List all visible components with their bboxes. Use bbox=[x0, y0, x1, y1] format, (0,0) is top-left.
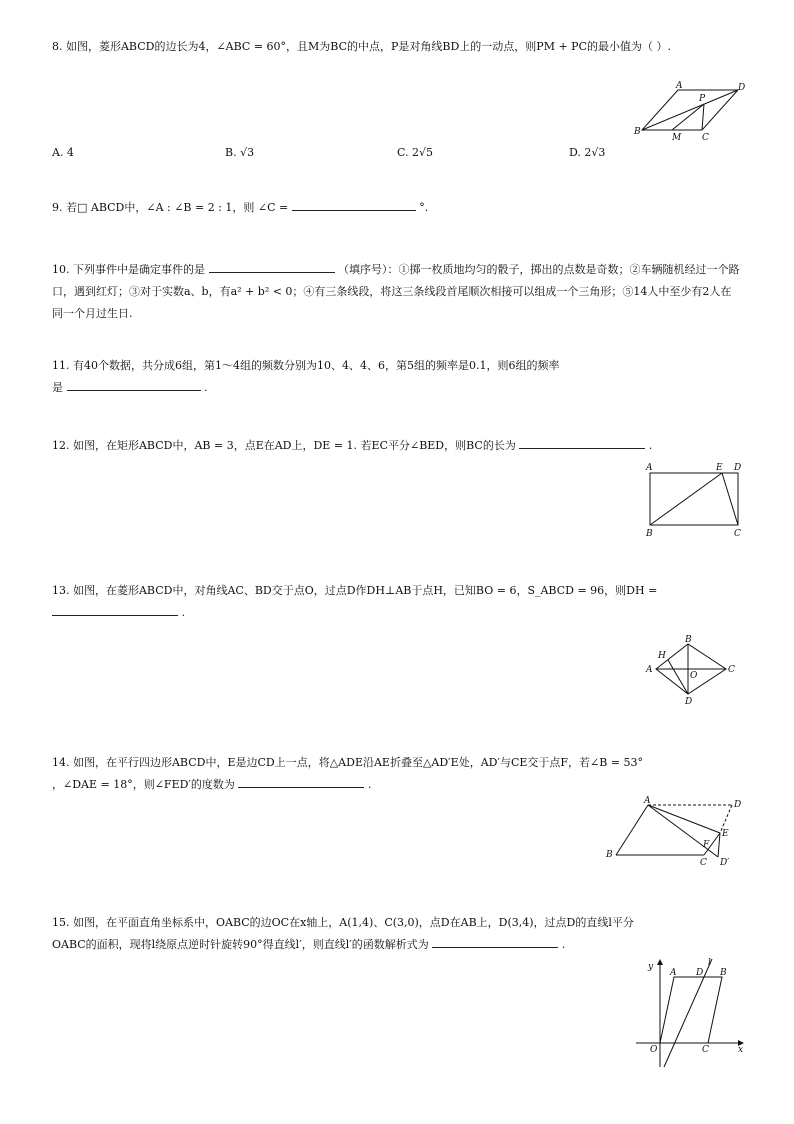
label-F: F bbox=[703, 840, 710, 850]
question-11 bbox=[52, 355, 742, 399]
question-13-tail: . bbox=[181, 606, 185, 619]
answer-blank-14[interactable] bbox=[238, 775, 364, 788]
answer-blank-10[interactable] bbox=[209, 260, 335, 273]
label-C: C bbox=[702, 133, 709, 142]
label-B: B bbox=[720, 968, 727, 978]
question-9-tail: °. bbox=[419, 201, 429, 214]
label-A: A bbox=[676, 81, 683, 91]
label-B: B bbox=[685, 635, 692, 645]
label-M: M bbox=[672, 133, 682, 142]
question-9-text: 9. 若□ ABCD中，∠A : ∠B = 2 : 1，则 ∠C = bbox=[52, 201, 289, 214]
answer-blank-11[interactable] bbox=[67, 378, 201, 391]
label-C: C bbox=[734, 529, 741, 538]
question-15-line2: OABC的面积，现将l绕原点逆时针旋转90°得直线l′，则直线l′的函数解析式为 bbox=[52, 938, 429, 951]
label-P: P bbox=[699, 94, 706, 104]
label-B: B bbox=[634, 127, 641, 137]
label-E: E bbox=[716, 463, 723, 473]
parallelogram-figure-q14 bbox=[600, 795, 768, 875]
question-10-tail: （填序号）：①掷一枚质地均匀的骰子，掷出的点数是奇数；②车辆随机经过一个路口，遇到红灯；③对于实数a、b，有a² + b² < 0；④有三条线段，将这三条线段首尾顺次相接可以组成一个三角形；⑤14人中至少有2人在同一个月过生日. bbox=[52, 263, 740, 320]
label-O: O bbox=[650, 1045, 658, 1055]
question-13-text: 13. 如图，在菱形ABCD中，对角线AC、BD交于点O，过点D作DH⊥AB于点H，已知BO = 6，S_ABCD = 96，则DH = bbox=[52, 584, 658, 597]
label-D: D bbox=[696, 968, 704, 978]
label-D: D bbox=[734, 463, 742, 473]
question-14-tail: . bbox=[367, 778, 372, 791]
label-O: O bbox=[690, 671, 698, 681]
question-8-text: 8. 如图，菱形ABCD的边长为4，∠ABC = 60°，且M为BC的中点，P是对角线BD上的一动点，则PM + PC的最小值为（ ）. bbox=[52, 40, 671, 53]
label-D: D bbox=[685, 697, 693, 706]
question-12-text: 12. 如图，在矩形ABCD中，AB = 3，点E在AD上，DE = 1. 若EC平分∠BED，则BC的长为 bbox=[52, 439, 516, 452]
label-C: C bbox=[728, 665, 735, 675]
question-15 bbox=[52, 912, 742, 956]
label-C: C bbox=[700, 858, 707, 868]
question-11-line1: 11. 有40个数据，共分成6组，第1～4组的频数分别为10、4、4、6，第5组的频率是0.1，则6组的频率 bbox=[52, 359, 560, 372]
label-E: E bbox=[722, 829, 729, 839]
question-12-tail: . bbox=[648, 439, 653, 452]
label-l: l bbox=[708, 958, 711, 968]
option-d: D. 2√3 bbox=[569, 146, 606, 159]
question-8 bbox=[52, 36, 742, 58]
question-15-tail: . bbox=[561, 938, 566, 951]
label-A: A bbox=[646, 463, 653, 473]
question-10 bbox=[52, 259, 742, 325]
label-D: D bbox=[738, 83, 746, 93]
option-a: A. 4 bbox=[52, 146, 74, 159]
question-14-line2: ，∠DAE = 18°，则∠FED′的度数为 bbox=[52, 778, 235, 791]
coordinate-figure-q15 bbox=[630, 955, 750, 1075]
rhombus-figure-q8 bbox=[630, 80, 750, 142]
answer-blank-13[interactable] bbox=[52, 603, 178, 616]
label-A: A bbox=[644, 796, 651, 806]
label-B: B bbox=[646, 529, 653, 538]
label-C: C bbox=[702, 1045, 709, 1055]
label-y: y bbox=[648, 962, 654, 972]
question-9 bbox=[52, 197, 742, 219]
question-11-tail: . bbox=[204, 381, 208, 394]
label-B: B bbox=[606, 850, 613, 860]
question-10-text: 10. 下列事件中是确定事件的是 bbox=[52, 263, 205, 276]
rectangle-figure-q12 bbox=[640, 460, 750, 538]
label-x: x bbox=[738, 1045, 744, 1055]
question-11-line2: 是 bbox=[52, 381, 63, 394]
label-D-prime: D′ bbox=[720, 858, 730, 868]
option-b: B. √3 bbox=[225, 146, 255, 159]
label-D: D bbox=[734, 800, 742, 810]
question-14 bbox=[52, 752, 742, 796]
question-14-line1: 14. 如图，在平行四边形ABCD中，E是边CD上一点，将△ADE沿AE折叠至△AD′E处，AD′与CE交于点F，若∠B = 53° bbox=[52, 756, 644, 769]
rhombus-figure-q13 bbox=[642, 632, 742, 706]
label-A: A bbox=[646, 665, 653, 675]
question-15-line1: 15. 如图，在平面直角坐标系中，OABC的边OC在x轴上，A(1,4)、C(3,0)，点D在AB上，D(3,4)，过点D的直线l平分 bbox=[52, 916, 634, 929]
answer-blank-9[interactable] bbox=[292, 198, 416, 211]
option-c: C. 2√5 bbox=[397, 146, 434, 159]
question-12 bbox=[52, 435, 742, 457]
answer-blank-15[interactable] bbox=[432, 935, 558, 948]
label-H: H bbox=[658, 651, 666, 661]
question-13 bbox=[52, 580, 742, 624]
answer-blank-12[interactable] bbox=[519, 436, 645, 449]
label-A: A bbox=[670, 968, 677, 978]
